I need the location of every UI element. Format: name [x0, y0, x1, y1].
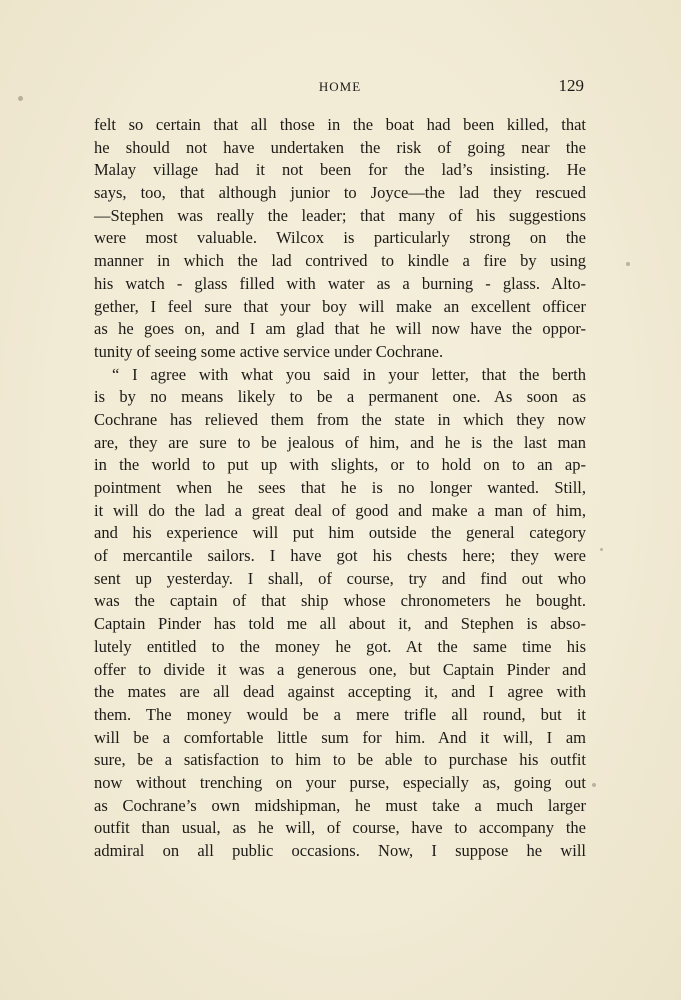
text-line: as Cochrane’s own midshipman, he must take a much larger [94, 795, 586, 815]
text-line: of mercantile sailors. I have got his chests here; they were [94, 546, 586, 566]
page-speck [626, 262, 630, 266]
text-line: now without trenching on your purse, especially as, going out [94, 772, 586, 792]
text-line: in the world to put up with slights, or to hold on to an ap- [94, 455, 586, 475]
text-line: felt so certain that all those in the boat had been killed, that [94, 115, 586, 134]
text-line: he should not have undertaken the risk of going near the [94, 137, 586, 157]
running-head: HOME [318, 79, 362, 94]
text-line: and his experience will put him outside the general category [94, 523, 586, 543]
text-line: will be a comfortable little sum for him. And it will, I am [94, 727, 586, 747]
text-line: them. The money would be a mere trifle all round, but it [94, 704, 586, 724]
text-line: are, they are sure to be jealous of him, and he is the last man [94, 432, 586, 452]
text-line: were most valuable. Wilcox is particularly strong on the [94, 228, 586, 248]
text-line: “ I agree with what you said in your letter, that the berth [112, 364, 586, 384]
page-speck [592, 783, 596, 787]
page-speck [600, 548, 603, 551]
text-line: was the captain of that ship whose chronometers he bought. [94, 591, 586, 611]
text-line: says, too, that although junior to Joyce—the lad they rescued [94, 183, 586, 203]
text-line: outfit than usual, as he will, of course, have to accompany the [94, 818, 586, 838]
text-line: offer to divide it was a generous one, but Captain Pinder and [94, 659, 586, 679]
text-line: it will do the lad a great deal of good and make a man of him, [94, 500, 586, 520]
page-header [94, 76, 586, 100]
text-line: Malay village had it not been for the lad’s insisting. He [94, 160, 586, 180]
text-line: manner in which the lad contrived to kindle a fire by using [94, 251, 586, 271]
page-speck [18, 96, 23, 101]
text-line: sent up yesterday. I shall, of course, try and find out who [94, 568, 586, 588]
body-text [94, 114, 586, 863]
text-line: lutely entitled to the money he got. At the same time his [94, 636, 586, 656]
text-line: pointment when he sees that he is no longer wanted. Still, [94, 478, 586, 497]
text-line: sure, be a satisfaction to him to be able to purchase his outfit [94, 750, 586, 770]
text-line: Captain Pinder has told me all about it, and Stephen is abso- [94, 614, 586, 634]
text-line: is by no means likely to be a permanent one. As soon as [94, 387, 586, 407]
text-line: his watch - glass filled with water as a burning - glass. Alto- [94, 273, 586, 293]
text-line: Cochrane has relieved them from the state in which they now [94, 409, 586, 429]
text-line: as he goes on, and I am glad that he will now have the oppor- [94, 319, 586, 339]
text-line: tunity of seeing some active service under Cochrane. [94, 341, 444, 361]
text-line: gether, I feel sure that your boy will make an excellent officer [94, 296, 586, 316]
text-line: —Stephen was really the leader; that many of his suggestions [94, 205, 586, 225]
text-line: the mates are all dead against accepting it, and I agree with [94, 682, 586, 702]
page-number: 129 [558, 76, 584, 95]
text-line: admiral on all public occasions. Now, I suppose he will [94, 841, 586, 860]
